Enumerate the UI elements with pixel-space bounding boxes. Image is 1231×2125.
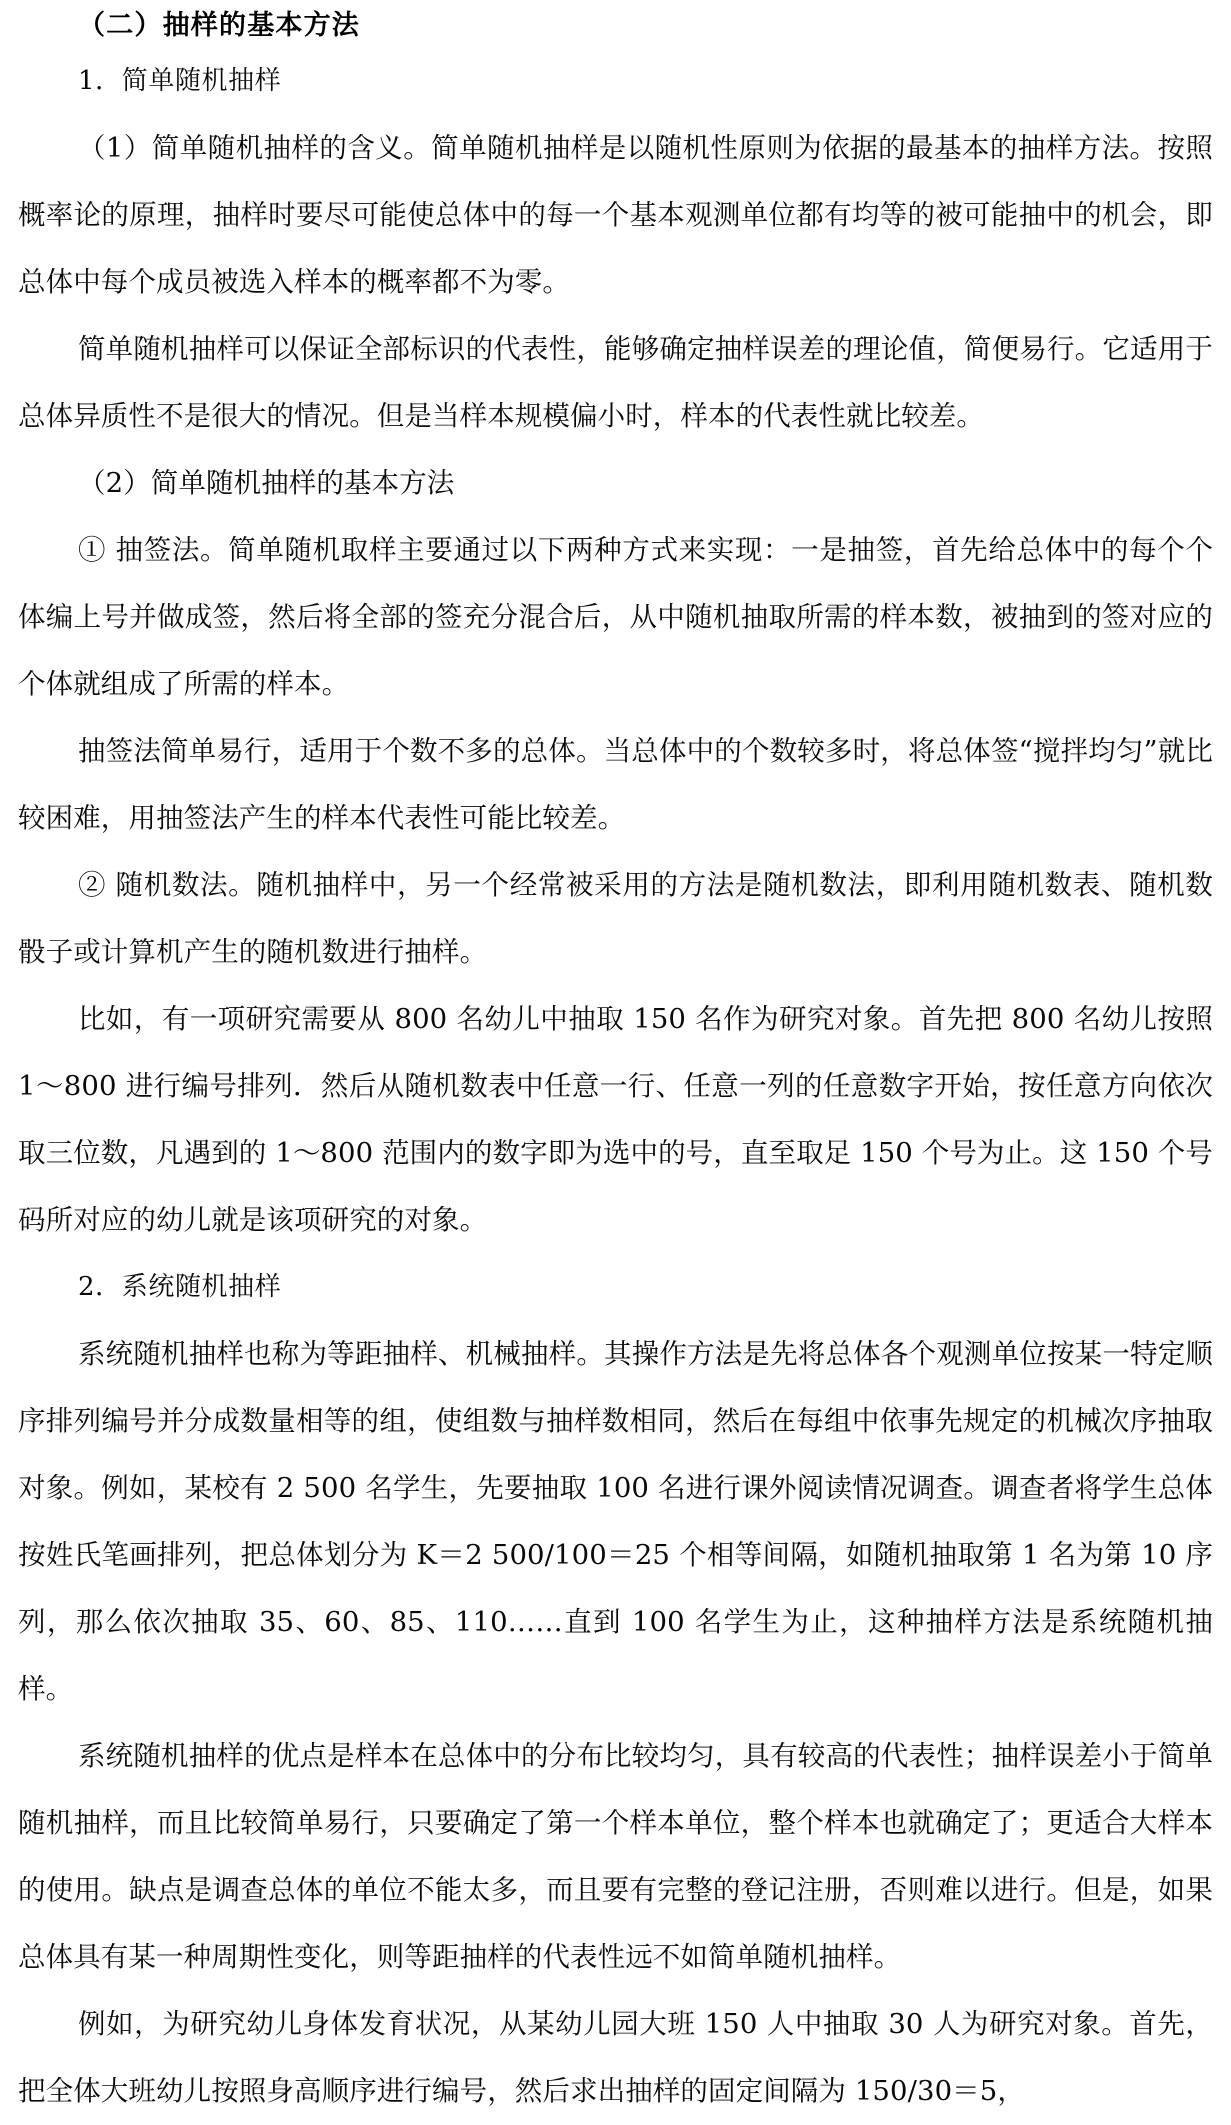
subheading-simple-random-sampling: 1．简单随机抽样: [78, 66, 282, 96]
paragraph-lottery-method: ① 抽签法。简单随机取样主要通过以下两种方式来实现：一是抽签，首先给总体中的每个个体编上号并做成签，然后将全部的签充分混合后，从中随机抽取所需的样本数，被抽到的签对应的个体就组成了所需的样本。: [18, 534, 1213, 700]
paragraph-systematic-sampling-example: 例如，为研究幼儿身体发育状况，从某幼儿园大班 150 人中抽取 30 人为研究对象。首先，把全体大班幼儿按照身高顺序进行编号，然后求出抽样的固定间隔为 150/30＝5，: [18, 2008, 1213, 2107]
paragraph-systematic-sampling-procedure: 系统随机抽样也称为等距抽样、机械抽样。其操作方法是先将总体各个观测单位按某一特定顺序排列编号并分成数量相等的组，使组数与抽样数相同，然后在每组中依事先规定的机械次序抽取对象。例如，某校有 2 500 名学生，先要抽取 100 名进行课外阅读情况调查。调查者将学生总体按姓氏笔画排列，把总体划分为 K＝2 500/100＝25 个相等间隔，如随机抽取第 1 名为第 10 序列，那么依次抽取 35、60、85、110……直到 100 名学生为止，这种抽样方法是系统随机抽样。: [18, 1338, 1213, 1705]
paragraph-basic-methods-label: （2）简单随机抽样的基本方法: [78, 467, 455, 499]
paragraph-definition-simple-random-sampling: （1）简单随机抽样的含义。简单随机抽样是以随机性原则为依据的最基本的抽样方法。按照概率论的原理，抽样时要尽可能使总体中的每一个基本观测单位都有均等的被可能抽中的机会，即总体中每个成员被选入样本的概率都不为零。: [18, 132, 1213, 298]
paragraph-random-number-method: ② 随机数法。随机抽样中，另一个经常被采用的方法是随机数法，即利用随机数表、随机数骰子或计算机产生的随机数进行抽样。: [18, 869, 1213, 968]
subheading-systematic-random-sampling: 2．系统随机抽样: [78, 1272, 282, 1302]
paragraph-random-number-example: 比如，有一项研究需要从 800 名幼儿中抽取 150 名作为研究对象。首先把 800 名幼儿按照 1～800 进行编号排列．然后从随机数表中任意一行、任意一列的任意数字开始，按任意方向依次取三位数，凡遇到的 1～800 范围内的数字即为选中的号，直至取足 150 个号为止。这 150 个号码所对应的幼儿就是该项研究的对象。: [18, 1003, 1214, 1236]
paragraph-systematic-sampling-pros-cons: 系统随机抽样的优点是样本在总体中的分布比较均匀，具有较高的代表性；抽样误差小于简单随机抽样，而且比较简单易行，只要确定了第一个样本单位，整个样本也就确定了；更适合大样本的使用。缺点是调查总体的单位不能太多，而且要有完整的登记注册，否则难以进行。但是，如果总体具有某一种周期性变化，则等距抽样的代表性远不如简单随机抽样。: [18, 1740, 1213, 1973]
paragraph-lottery-method-limits: 抽签法简单易行，适用于个数不多的总体。当总体中的个数较多时，将总体签“搅拌均匀”就比较困难，用抽签法产生的样本代表性可能比较差。: [18, 735, 1213, 834]
paragraph-advantages-simple-random-sampling: 简单随机抽样可以保证全部标识的代表性，能够确定抽样误差的理论值，简便易行。它适用于总体异质性不是很大的情况。但是当样本规模偏小时，样本的代表性就比较差。: [18, 333, 1213, 432]
section-heading: （二）抽样的基本方法: [78, 10, 360, 41]
text-column: [18, 0, 1213, 2125]
